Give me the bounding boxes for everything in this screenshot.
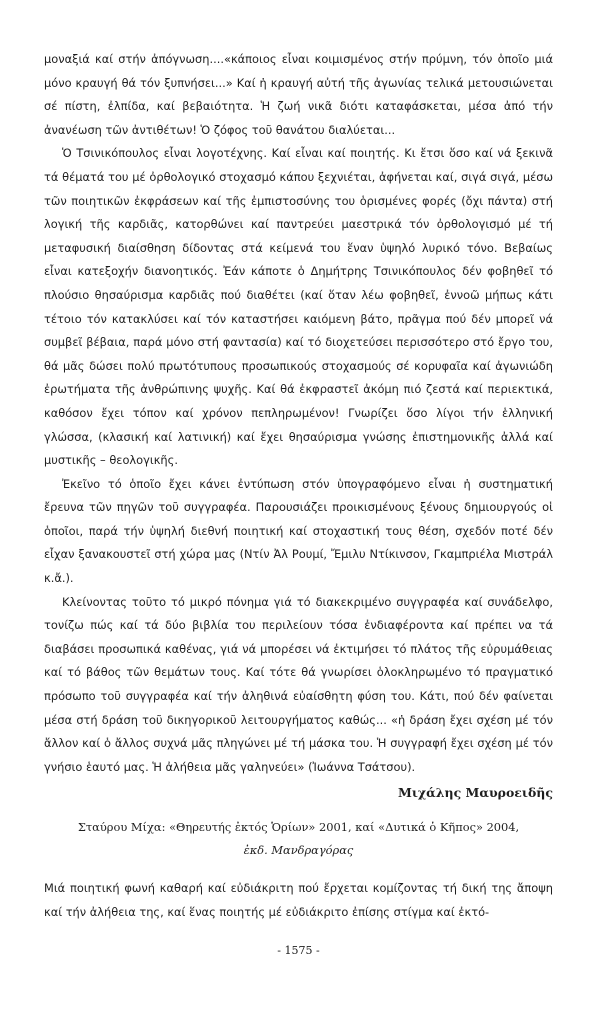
page-number: - 1575 - — [277, 944, 320, 957]
paragraph-4: Κλείνοντας τοῦτο τό μικρό πόνημα γιά τό διακεκριμένο συγγραφέα καί συνάδελφο, τονίζω πώς καί τά δύο βιβλία του περιλείουν τόσα ἐνδιαφέροντα καί πρέπει να τά διαβάσει προσωπικά καθένας, γιά νά μπορέσει νά ἐκτιμήσει τό πλάτος τῆς εὐρυμάθειας καί τό βάθος τῶν θεμάτων τους. Καί τότε θά γνωρίσει ὁλοκληρωμένο τό πραγματικό πρόσωπο τοῦ συγγραφέα καί τήν ἀληθινά εὐαίσθητη φύση του. Κάτι, πού δέν φαίνεται μέσα στή δράση τοῦ δικηγορικοῦ λειτουργήματος καθώς... «ἡ δράση ἔχει σχέση μέ τόν ἄλλον καί ὁ ἄλλος συχνά μᾶς πληγώνει μέ τή μάσκα του. Ἡ συγγραφή ἔχει σχέση μέ τόν γνήσιο ἑαυτό μας. Ἡ ἀλήθεια μᾶς γαληνεύει» (Ἰωάννα Τσάτσου). — [44, 594, 553, 774]
review-paragraph: Μιά ποιητική φωνή καθαρή καί εὐδιάκριτη πού ἔρχεται κομίζοντας τή δική της ἄποψη καί τήν ἀλήθεια της, καί ἕνας ποιητής μέ εὐδιάκριτο ἐπίσης στίγμα καί ἐκτό- — [44, 881, 553, 919]
paragraph-1: μοναξιά καί στήν ἀπόγνωση....«κάποιος εἶναι κοιμισμένος στήν πρύμνη, τόν ὁποῖο μιά μόνο κραυγή θά τόν ξυπνήσει...» Καί ἡ κραυγή αὐτή τῆς ἀγωνίας τελικά μετουσιώνεται σέ πίστη, ἐλπίδα, καί βεβαιότητα. Ἡ ζωή νικᾶ διότι καταφάσκεται, μέσα ἀπό τήν ἀνανέωση τῶν ἀντιθέτων! Ὁ ζόφος τοῦ θανάτου διαλύεται... — [44, 52, 553, 137]
book-reference: Σταύρου Μίχα: «Θηρευτής ἐκτός Ὁρίων» 2001, καί «Δυτικά ὁ Κῆπος» 2004, — [77, 820, 520, 834]
review-section — [44, 816, 553, 924]
publisher-reference: ἐκδ. Μανδραγόρας — [243, 843, 354, 857]
author-signature: Μιχάλης Μαυροειδῆς — [397, 785, 553, 801]
article-body — [44, 48, 553, 804]
paragraph-3: Ἐκεῖνο τό ὁποῖο ἔχει κάνει ἐντύπωση στόν ὑπογραφόμενο εἶναι ἡ συστηματική ἔρευνα τῶν πηγῶν τοῦ συγγραφέα. Παρουσιάζει προικισμένους ξένους δημιουργούς οἱ ὁποῖοι, παρά τήν ὑψηλή διεθνή ποιητική καί στοχαστική τους θέση, σχεδόν ποτέ δέν εἶχαν ξανακουστεῖ στή χώρα μας (Ντίν Ἀλ Ρουμί, Ἔμιλυ Ντίκινσον, Γκαμπριέλα Μιστράλ κ.ἄ.). — [44, 476, 553, 586]
paragraph-2: Ὁ Τσινικόπουλος εἶναι λογοτέχνης. Καί εἶναι καί ποιητής. Κι ἔτσι ὅσο καί νά ξεκινᾶ τά θέματά του μέ ὀρθολογικό στοχασμό κάπου ξεχνιέται, ἀφήνεται καί, σιγά σιγά, μέσω τῶν ποιητικῶν ἐκφράσεων καί τῆς ἐμπιστοσύνης του ὁρισμένες φορές (ὄχι πάντα) στή λογική τῆς καρδιᾶς, κατορθώνει καί παντρεύει μαεστρικά τόν ὀρθολογισμό μέ τή μεταφυσική διαίσθηση δίδοντας στά κείμενά του ἕναν ὑψηλό λυρικό τόνο. Βεβαίως εἶναι κατεξοχήν διανοητικός. Ἐάν κάποτε ὁ Δημήτρης Τσινικόπουλος δέν φοβηθεῖ τό πλούσιο θησαύρισμα καρδιᾶς πού διαθέτει (καί ὅταν λέω φοβηθεῖ, ἐννοῶ μήπως κάτι τέτοιο τόν κατακλύσει καί τόν καταστήσει καιόμενη βάτο, πρᾶγμα πού δέν μπορεῖ νά συμβεῖ βέβαια, παρά μόνο στή φαντασία) καί τό διοχετεύσει περισσότερο στό ἔργο του, θά μᾶς δώσει πολύ πρωτότυπους προσωπικούς στοχασμούς σέ κορυφαῖα καί ἀγωνιώδη ἐρωτήματα τῆς ἀνθρώπινης ψυχῆς. Καί θά ἐκφραστεῖ ἀκόμη πιό ζεστά καί περιεκτικά, καθόσον ἔχει τόπον καί χρόνον πεπληρωμένον! Γνωρίζει ὅσο λίγοι τήν ἑλληνική γλώσσα, (κλασική καί λατινική) καί ἔχει θησαύρισμα γνώσης ἐπιστημονικῆς ἀλλά καί μυστικῆς – θεολογικῆς. — [44, 146, 553, 468]
